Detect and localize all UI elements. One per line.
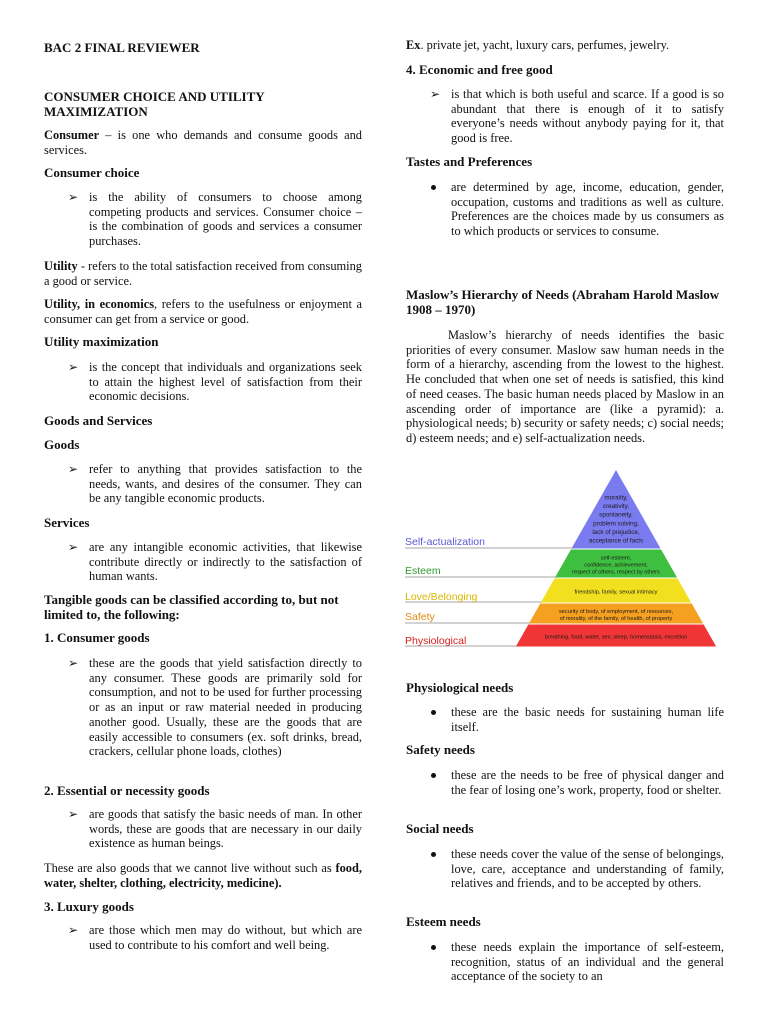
physiological-needs-heading: Physiological needs: [406, 680, 514, 695]
arrow-bullet-icon: ➢: [430, 87, 441, 101]
document-title: BAC 2 FINAL REVIEWER: [44, 40, 200, 55]
example-text: . private jet, yacht, luxury cars, perfumes, jewelry.: [420, 38, 670, 52]
section-title-consumer-choice: CONSUMER CHOICE AND UTILITY MAXIMIZATION: [44, 89, 265, 119]
economic-free-good-heading: 4. Economic and free good: [406, 62, 553, 77]
dot-bullet-icon: [431, 773, 436, 778]
pyramid-level-text: respect of others, respect by others: [572, 569, 660, 576]
essential-goods-heading: 2. Essential or necessity goods: [44, 783, 210, 798]
luxury-example: [406, 38, 724, 53]
dot-bullet-icon: [431, 852, 436, 857]
goods-services-heading: Goods and Services: [44, 413, 153, 428]
tastes-preferences-heading: Tastes and Preferences: [406, 154, 533, 169]
arrow-bullet-icon: ➢: [68, 923, 79, 937]
bullet-text: are goods that satisfy the basic needs of man. In other words, these are goods that are necessary in our daily existence as human beings.: [89, 807, 362, 851]
consumer-goods-bullet: [44, 656, 362, 759]
pyramid-level-text: self-esteem,: [600, 555, 632, 562]
arrow-bullet-icon: ➢: [68, 360, 79, 374]
utility-def-text: - refers to the total satisfaction received from consuming a good or service.: [44, 259, 362, 288]
tastes-preferences-bullet: [406, 180, 724, 239]
bullet-text: is the concept that individuals and organizations seek to attain the highest level of satisfaction from their economic decisions.: [89, 360, 362, 404]
arrow-bullet-icon: ➢: [68, 540, 79, 554]
safety-needs-bullet: [406, 768, 724, 797]
pyramid-level-text: spontaneity,: [599, 511, 633, 519]
dot-bullet-icon: [431, 710, 436, 715]
utility-definition: [44, 259, 362, 288]
social-needs-heading: Social needs: [406, 821, 474, 836]
arrow-bullet-icon: ➢: [68, 807, 79, 821]
utility-economics-definition: [44, 297, 362, 326]
goods-bullet: [44, 462, 362, 506]
luxury-goods-bullet: [44, 923, 362, 952]
pyramid-level-label: Physiological: [405, 635, 467, 647]
arrow-bullet-icon: ➢: [68, 656, 79, 670]
essential-goods-note: [44, 861, 362, 890]
arrow-bullet-icon: ➢: [68, 462, 79, 476]
arrow-bullet-icon: ➢: [68, 190, 79, 204]
pyramid-level-text: friendship, family, sexual intimacy: [574, 589, 658, 596]
utility-econ-def-text: , refers to the usefulness or enjoyment a consumer can get from a service or good.: [44, 297, 362, 326]
pyramid-level-text: problem solving,: [593, 520, 639, 528]
social-needs-bullet: [406, 847, 724, 891]
bullet-text: these needs explain the importance of self-esteem, recognition, status of an individual and the general acceptance of the society to an: [451, 940, 724, 984]
goods-heading: Goods: [44, 437, 80, 452]
essential-note-text: These are also goods that we cannot live without such as: [44, 861, 336, 875]
consumer-choice-bullet: [44, 190, 362, 249]
tangible-goods-heading: Tangible goods can be classified according to, but not limited to, the following:: [44, 592, 339, 622]
pyramid-level-text: confidence, achievement,: [584, 562, 648, 569]
bullet-text: refer to anything that provides satisfaction to the needs, wants, and desires of the consumer. They can be any tangible economic products.: [89, 462, 362, 506]
consumer-choice-heading: Consumer choice: [44, 165, 140, 180]
utility-maximization-bullet: [44, 360, 362, 404]
utility-econ-term: Utility, in economics: [44, 297, 155, 311]
essential-goods-bullet: [44, 807, 362, 851]
consumer-goods-heading: 1. Consumer goods: [44, 630, 150, 645]
bullet-text: these are the goods that yield satisfaction directly to any consumer. These goods are primarily sold for consumption, and not to be used for further processing or as an input or raw material needed in producing another good. Usually, these are the goods that are easily accessible to consumers (ex. soft drinks, bread, crackers, cellular phone loads, clothes): [89, 656, 362, 759]
essential-note-bold: food, water, shelter, clothing, electricity, medicine).: [44, 861, 362, 890]
physiological-needs-bullet: [406, 705, 724, 734]
maslow-heading: Maslow’s Hierarchy of Needs (Abraham Harold Maslow 1908 – 1970): [406, 287, 720, 317]
bullet-text: are those which men may do without, but which are used to contribute to his comfort and well being.: [89, 923, 362, 952]
pyramid-level-text: creativity,: [602, 503, 630, 511]
dot-bullet-icon: [431, 945, 436, 950]
utility-maximization-heading: Utility maximization: [44, 334, 159, 349]
pyramid-level-text: lack of prejudice,: [592, 528, 640, 536]
maslow-pyramid-diagram: [403, 467, 721, 651]
pyramid-level-label: Safety: [405, 611, 435, 623]
utility-term: Utility: [44, 259, 78, 273]
luxury-goods-heading: 3. Luxury goods: [44, 899, 134, 914]
consumer-def-text: – is one who demands and consume goods and services.: [44, 128, 362, 157]
maslow-paragraph: Maslow’s hierarchy of needs identifies the basic priorities of every consumer. Maslow saw human needs in the form of a hierarchy, ascending from the lowest to the highest. He concluded that when one set of needs is satisfied, this kind of need ceases. The basic human needs placed by Maslow in an ascending order of importance are (like a pyramid): a. physiological needs; b) security or safety needs; c) social needs; d) esteem needs; and e) self-actualization needs.: [406, 328, 724, 445]
economic-free-good-bullet: [406, 87, 724, 146]
pyramid-level-text: morality,: [604, 494, 628, 502]
example-label: Ex: [406, 38, 421, 52]
dot-bullet-icon: [431, 185, 436, 190]
pyramid-level-text: security of body, of employment, of resources,: [559, 609, 673, 615]
bullet-text: these needs cover the value of the sense of belongings, love, care, acceptance and understanding of family, relatives and friends, and to be accepted by others.: [451, 847, 724, 891]
pyramid-level-label: Self-actualization: [405, 536, 485, 548]
services-heading: Services: [44, 515, 90, 530]
consumer-term: Consumer: [44, 128, 100, 142]
bullet-text: are determined by age, income, education, gender, occupation, customs and traditions as well as culture. Preferences are the choices made by us consumers as to which products or services to consume.: [451, 180, 724, 239]
bullet-text: is the ability of consumers to choose among competing products and services. Consumer choice – is the combination of goods and services a consumer purchases.: [89, 190, 362, 249]
bullet-text: are any intangible economic activities, that likewise contribute directly or indirectly to the satisfaction of human wants.: [89, 540, 362, 584]
pyramid-level-label: Love/Belonging: [405, 591, 478, 603]
services-bullet: [44, 540, 362, 584]
esteem-needs-bullet: [406, 940, 724, 984]
pyramid-level-text: breathing, food, water, sex, sleep, homeostasis, excretion: [544, 634, 688, 641]
bullet-text: is that which is both useful and scarce. If a good is so abundant that there is enough of it to satisfy everyone’s needs without anybody paying for it, that good is free.: [451, 87, 724, 146]
safety-needs-heading: Safety needs: [406, 742, 475, 757]
esteem-needs-heading: Esteem needs: [406, 914, 481, 929]
pyramid-level-text: of morality, of the family, of health, of property: [559, 616, 673, 622]
consumer-definition: [44, 128, 362, 157]
pyramid-level-label: Esteem: [405, 565, 441, 577]
bullet-text: these are the needs to be free of physical danger and the fear of losing one’s work, property, food or shelter.: [451, 768, 724, 797]
bullet-text: these are the basic needs for sustaining human life itself.: [451, 705, 724, 734]
pyramid-level-text: acceptance of facts: [588, 537, 644, 545]
